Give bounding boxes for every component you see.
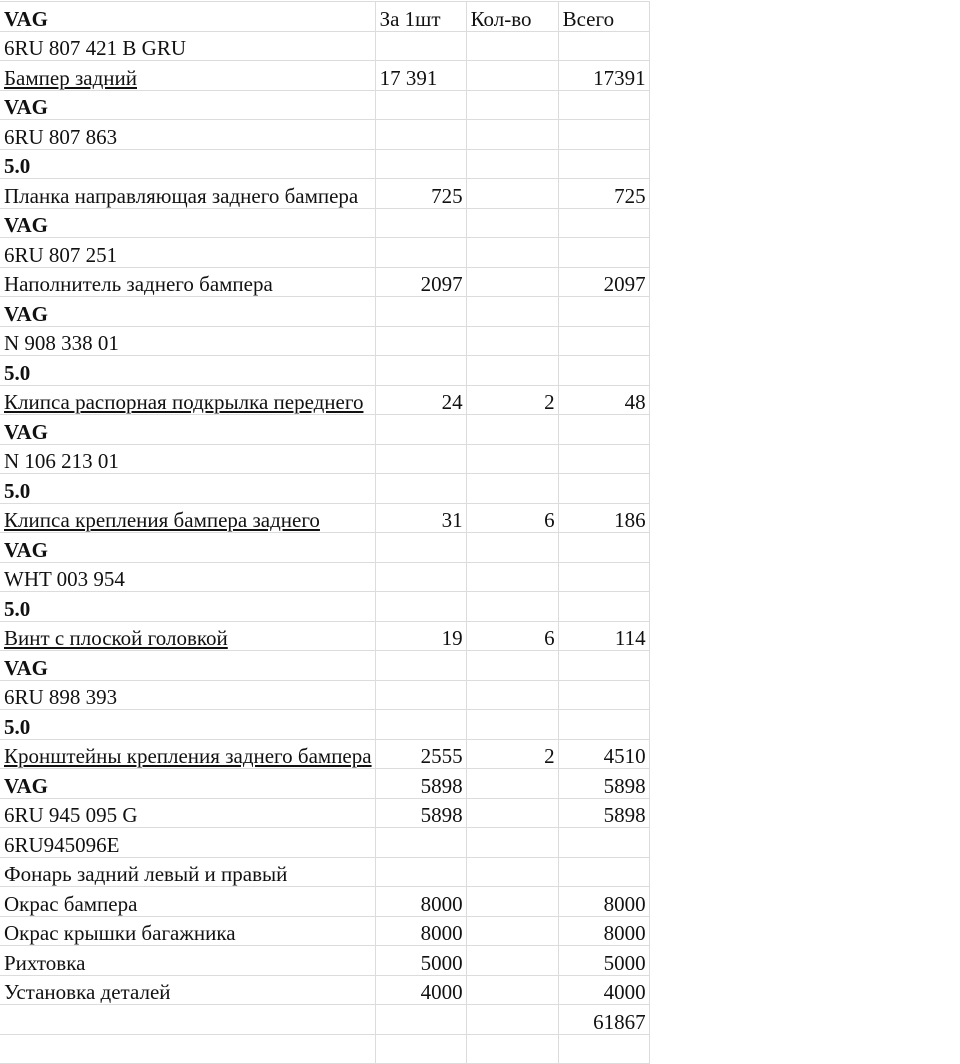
item-name-cell[interactable] <box>0 238 375 268</box>
item-name-text: 5.0 <box>4 714 31 739</box>
unit-price-cell[interactable]: 725 <box>375 179 466 209</box>
item-name-text: Рихтовка <box>4 950 86 975</box>
item-name-text: 6RU945096E <box>4 832 120 857</box>
item-name-cell[interactable] <box>0 651 375 681</box>
total-cell[interactable] <box>558 857 649 887</box>
table-row <box>0 179 649 209</box>
item-name-text: VAG <box>4 213 48 237</box>
item-name-cell[interactable] <box>0 828 375 858</box>
quantity-cell[interactable] <box>466 828 558 858</box>
item-name-cell[interactable] <box>0 444 375 474</box>
total-cell[interactable] <box>558 297 649 327</box>
item-name-cell[interactable] <box>0 769 375 799</box>
quantity-cell[interactable] <box>466 267 558 297</box>
unit-price-cell[interactable] <box>375 857 466 887</box>
total-cell[interactable] <box>558 680 649 710</box>
item-name-text: Окрас бампера <box>4 891 138 916</box>
spreadsheet-table <box>0 1 650 1064</box>
item-name-text: N 908 338 01 <box>4 331 119 355</box>
total-cell[interactable] <box>558 651 649 681</box>
item-name-cell[interactable] <box>0 149 375 179</box>
total-cell[interactable] <box>558 562 649 592</box>
sheet-body <box>0 31 649 1064</box>
item-name-text: Клипса крепления бампера заднего <box>4 508 320 532</box>
unit-price-cell[interactable]: 19 <box>375 621 466 651</box>
item-name-cell[interactable] <box>0 916 375 946</box>
unit-price-cell[interactable] <box>375 356 466 386</box>
unit-price-cell[interactable]: 5898 <box>375 798 466 828</box>
quantity-cell[interactable] <box>466 769 558 799</box>
quantity-cell[interactable] <box>466 710 558 740</box>
item-name-cell[interactable] <box>0 946 375 976</box>
table-row <box>0 415 649 445</box>
table-row <box>0 769 649 799</box>
unit-price-cell[interactable]: 24 <box>375 385 466 415</box>
unit-price-cell[interactable] <box>375 1034 466 1064</box>
unit-price-cell[interactable]: 4000 <box>375 975 466 1005</box>
item-name-cell[interactable] <box>0 1005 375 1035</box>
quantity-cell[interactable] <box>466 208 558 238</box>
unit-price-cell[interactable] <box>375 592 466 622</box>
table-row <box>0 887 649 917</box>
item-name-cell[interactable] <box>0 710 375 740</box>
item-name-text: WHT 003 954 <box>4 567 125 591</box>
total-cell[interactable] <box>558 326 649 356</box>
item-name-cell[interactable] <box>0 680 375 710</box>
quantity-cell[interactable] <box>466 680 558 710</box>
table-row <box>0 533 649 563</box>
quantity-cell[interactable] <box>466 562 558 592</box>
item-name-cell[interactable] <box>0 385 375 415</box>
total-cell[interactable] <box>558 120 649 150</box>
item-name-cell[interactable] <box>0 592 375 622</box>
total-cell[interactable] <box>558 1034 649 1064</box>
table-row <box>0 31 649 61</box>
table-row <box>0 326 649 356</box>
quantity-cell[interactable] <box>466 798 558 828</box>
quantity-cell[interactable] <box>466 533 558 563</box>
quantity-cell[interactable] <box>466 651 558 681</box>
item-name-text: Установка деталей <box>4 980 171 1004</box>
table-row <box>0 474 649 504</box>
item-name-cell[interactable] <box>0 975 375 1005</box>
unit-price-cell[interactable] <box>375 651 466 681</box>
item-name-text: VAG <box>4 773 48 798</box>
total-cell[interactable] <box>558 592 649 622</box>
total-cell[interactable] <box>558 356 649 386</box>
unit-price-cell[interactable] <box>375 562 466 592</box>
table-row <box>0 61 649 91</box>
item-name-text: 6RU 807 863 <box>4 124 118 149</box>
item-name-text: Наполнитель заднего бампера <box>4 272 273 296</box>
table-row <box>0 120 649 150</box>
unit-price-cell[interactable] <box>375 828 466 858</box>
total-cell[interactable]: 5898 <box>558 769 649 799</box>
table-row <box>0 562 649 592</box>
item-name-cell[interactable] <box>0 1034 375 1064</box>
table-row <box>0 798 649 828</box>
item-name-cell[interactable] <box>0 533 375 563</box>
unit-price-cell[interactable] <box>375 238 466 268</box>
table-row <box>0 946 649 976</box>
quantity-cell[interactable] <box>466 31 558 61</box>
quantity-cell[interactable] <box>466 946 558 976</box>
total-cell[interactable]: 17391 <box>558 61 649 91</box>
unit-price-cell[interactable]: 8000 <box>375 887 466 917</box>
item-name-cell[interactable] <box>0 61 375 91</box>
quantity-cell[interactable] <box>466 179 558 209</box>
header-qty-cell[interactable]: Кол-во <box>466 2 558 32</box>
item-name-cell[interactable] <box>0 208 375 238</box>
table-row <box>0 651 649 681</box>
quantity-cell[interactable] <box>466 857 558 887</box>
table-row <box>0 356 649 386</box>
item-name-cell[interactable] <box>0 739 375 769</box>
total-cell[interactable] <box>558 444 649 474</box>
item-name-text: Фонарь задний левый и правый <box>4 862 288 886</box>
header-price-cell[interactable]: За 1шт <box>375 2 466 32</box>
header-row <box>0 2 649 32</box>
quantity-cell[interactable] <box>466 916 558 946</box>
table-row <box>0 828 649 858</box>
table-row <box>0 680 649 710</box>
item-name-text: VAG <box>4 419 48 444</box>
item-name-text: Клипса распорная подкрылка переднего <box>4 390 364 414</box>
item-name-text: 5.0 <box>4 596 31 621</box>
table-row <box>0 710 649 740</box>
unit-price-cell[interactable] <box>375 208 466 238</box>
table-row <box>0 149 649 179</box>
item-name-text: 5.0 <box>4 360 31 385</box>
unit-price-cell[interactable] <box>375 415 466 445</box>
unit-price-cell[interactable]: 31 <box>375 503 466 533</box>
item-name-text: VAG <box>4 95 48 119</box>
total-cell[interactable]: 61867 <box>558 1005 649 1035</box>
item-name-cell[interactable] <box>0 621 375 651</box>
quantity-cell[interactable] <box>466 474 558 504</box>
item-name-text: VAG <box>4 655 48 680</box>
item-name-text: Винт с плоской головкой <box>4 626 228 650</box>
table-row <box>0 238 649 268</box>
total-cell[interactable]: 8000 <box>558 916 649 946</box>
total-cell[interactable] <box>558 208 649 238</box>
item-name-text: 6RU 945 095 G <box>4 803 138 827</box>
quantity-cell[interactable] <box>466 887 558 917</box>
quantity-cell[interactable]: 2 <box>466 385 558 415</box>
quantity-cell[interactable]: 6 <box>466 621 558 651</box>
unit-price-cell[interactable] <box>375 533 466 563</box>
item-name-text: N 106 213 01 <box>4 449 119 473</box>
item-name-text: Окрас крышки багажника <box>4 921 236 945</box>
table-row <box>0 503 649 533</box>
quantity-cell[interactable] <box>466 61 558 91</box>
unit-price-cell[interactable] <box>375 90 466 120</box>
total-cell[interactable] <box>558 90 649 120</box>
quantity-cell[interactable] <box>466 356 558 386</box>
quantity-cell[interactable] <box>466 297 558 327</box>
item-name-cell[interactable] <box>0 179 375 209</box>
total-cell[interactable] <box>558 474 649 504</box>
unit-price-cell[interactable] <box>375 31 466 61</box>
item-name-cell[interactable] <box>0 120 375 150</box>
total-cell[interactable]: 5000 <box>558 946 649 976</box>
total-cell[interactable]: 5898 <box>558 798 649 828</box>
item-name-text: VAG <box>4 301 48 326</box>
unit-price-cell[interactable] <box>375 120 466 150</box>
total-cell[interactable]: 4510 <box>558 739 649 769</box>
quantity-cell[interactable] <box>466 415 558 445</box>
unit-price-cell[interactable]: 17 391 <box>375 61 466 91</box>
unit-price-cell[interactable]: 8000 <box>375 916 466 946</box>
item-name-text: Бампер задний <box>4 65 137 90</box>
item-name-cell[interactable] <box>0 31 375 61</box>
total-cell[interactable]: 114 <box>558 621 649 651</box>
total-cell[interactable] <box>558 238 649 268</box>
item-name-text: 6RU 898 393 <box>4 685 118 709</box>
item-name-cell[interactable] <box>0 798 375 828</box>
unit-price-cell[interactable] <box>375 474 466 504</box>
table-row <box>0 592 649 622</box>
unit-price-cell[interactable] <box>375 297 466 327</box>
table-row <box>0 90 649 120</box>
unit-price-cell[interactable] <box>375 680 466 710</box>
item-name-text: VAG <box>4 537 48 562</box>
unit-price-cell[interactable] <box>375 444 466 474</box>
header-brand-cell[interactable]: VAG <box>0 2 375 32</box>
total-cell[interactable]: 2097 <box>558 267 649 297</box>
table-row <box>0 208 649 238</box>
table-row <box>0 739 649 769</box>
total-cell[interactable]: 8000 <box>558 887 649 917</box>
table-row <box>0 1005 649 1035</box>
item-name-cell[interactable] <box>0 297 375 327</box>
total-cell[interactable] <box>558 828 649 858</box>
quantity-cell[interactable] <box>466 1005 558 1035</box>
table-row <box>0 975 649 1005</box>
quantity-cell[interactable] <box>466 90 558 120</box>
item-name-cell[interactable] <box>0 503 375 533</box>
unit-price-cell[interactable]: 5000 <box>375 946 466 976</box>
header-total-cell[interactable]: Всего <box>558 2 649 32</box>
unit-price-cell[interactable] <box>375 326 466 356</box>
total-cell[interactable] <box>558 149 649 179</box>
unit-price-cell[interactable]: 2555 <box>375 739 466 769</box>
total-cell[interactable] <box>558 533 649 563</box>
unit-price-cell[interactable] <box>375 1005 466 1035</box>
quantity-cell[interactable] <box>466 238 558 268</box>
table-row <box>0 621 649 651</box>
item-name-text: 6RU 807 421 B GRU <box>4 36 187 60</box>
table-row <box>0 1034 649 1064</box>
item-name-cell[interactable] <box>0 887 375 917</box>
item-name-cell[interactable] <box>0 857 375 887</box>
item-name-cell[interactable] <box>0 267 375 297</box>
quantity-cell[interactable] <box>466 975 558 1005</box>
item-name-cell[interactable] <box>0 415 375 445</box>
unit-price-cell[interactable]: 2097 <box>375 267 466 297</box>
item-name-text: Кронштейны крепления заднего бампера <box>4 744 372 768</box>
unit-price-cell[interactable] <box>375 710 466 740</box>
table-row <box>0 857 649 887</box>
total-cell[interactable]: 4000 <box>558 975 649 1005</box>
item-name-cell[interactable] <box>0 90 375 120</box>
quantity-cell[interactable] <box>466 149 558 179</box>
table-row <box>0 916 649 946</box>
quantity-cell[interactable] <box>466 326 558 356</box>
item-name-text: 6RU 807 251 <box>4 242 118 267</box>
table-row <box>0 297 649 327</box>
total-cell[interactable]: 48 <box>558 385 649 415</box>
total-cell[interactable] <box>558 31 649 61</box>
quantity-cell[interactable] <box>466 592 558 622</box>
quantity-cell[interactable]: 6 <box>466 503 558 533</box>
item-name-cell[interactable] <box>0 562 375 592</box>
quantity-cell[interactable] <box>466 1034 558 1064</box>
item-name-text: 5.0 <box>4 154 31 178</box>
item-name-cell[interactable] <box>0 356 375 386</box>
item-name-text: 5.0 <box>4 478 31 503</box>
total-cell[interactable] <box>558 415 649 445</box>
total-cell[interactable]: 186 <box>558 503 649 533</box>
total-cell[interactable]: 725 <box>558 179 649 209</box>
quantity-cell[interactable] <box>466 444 558 474</box>
item-name-text: Планка направляющая заднего бампера <box>4 183 359 208</box>
unit-price-cell[interactable]: 5898 <box>375 769 466 799</box>
unit-price-cell[interactable] <box>375 149 466 179</box>
item-name-cell[interactable] <box>0 474 375 504</box>
item-name-cell[interactable] <box>0 326 375 356</box>
quantity-cell[interactable]: 2 <box>466 739 558 769</box>
quantity-cell[interactable] <box>466 120 558 150</box>
total-cell[interactable] <box>558 710 649 740</box>
table-row <box>0 267 649 297</box>
table-row <box>0 444 649 474</box>
table-row <box>0 385 649 415</box>
